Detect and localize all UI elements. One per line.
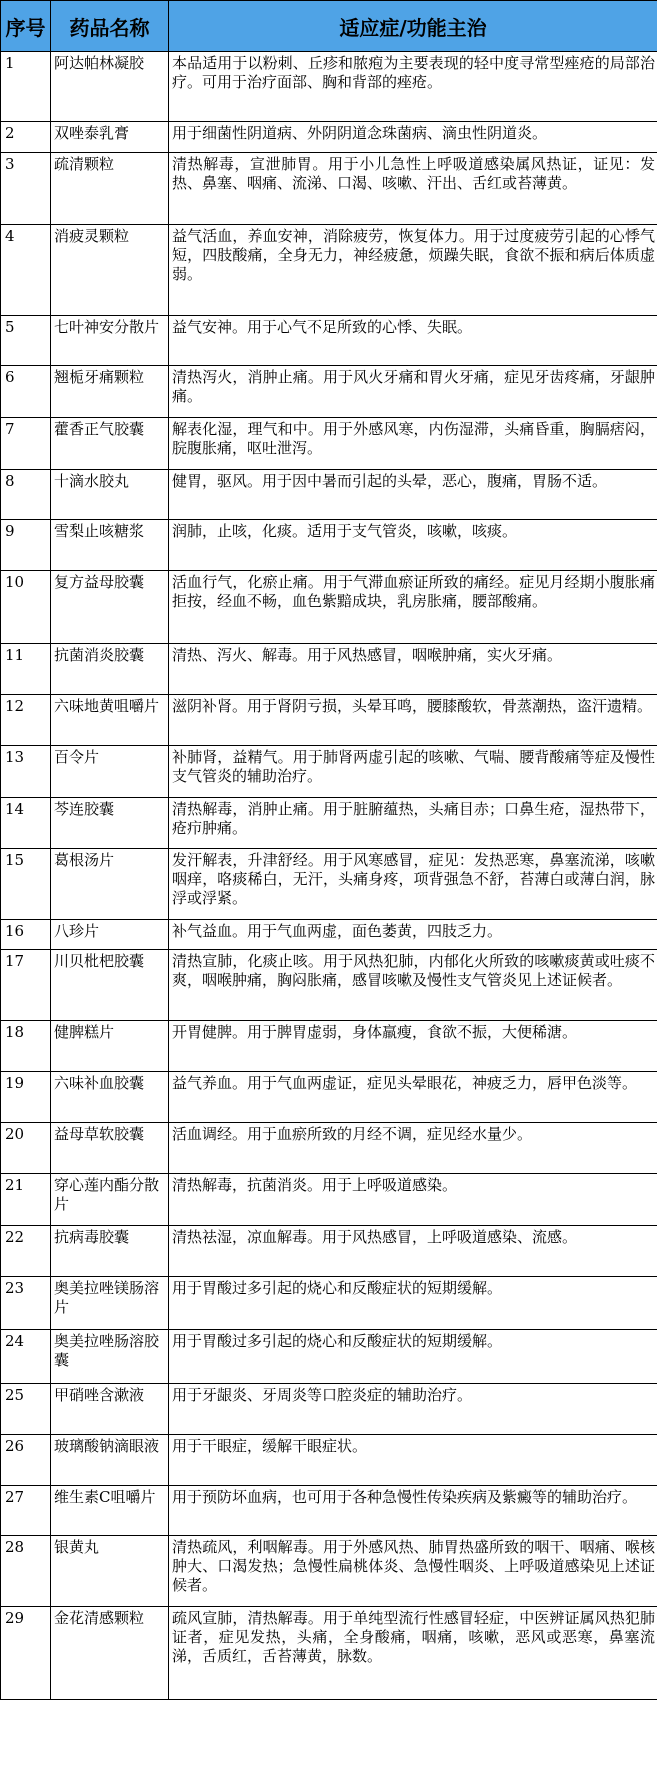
drug-indication: 用于预防坏血病，也可用于各种急慢性传染疾病及紫癜等的辅助治疗。 [169, 1486, 657, 1536]
table-row [1, 1486, 657, 1536]
drug-indication: 清热、泻火、解毒。用于风热感冒，咽喉肿痛，实火牙痛。 [169, 644, 657, 695]
table-row [1, 1072, 657, 1123]
row-number: 14 [1, 798, 51, 849]
row-number: 6 [1, 366, 51, 418]
row-number: 21 [1, 1174, 51, 1226]
table-row [1, 1330, 657, 1384]
drug-name: 翘栀牙痛颗粒 [51, 366, 169, 418]
row-number: 13 [1, 746, 51, 798]
row-number: 2 [1, 122, 51, 153]
table-row [1, 225, 657, 316]
drug-indication: 清热泻火，消肿止痛。用于风火牙痛和胃火牙痛，症见牙齿疼痛，牙龈肿痛。 [169, 366, 657, 418]
drug-indication: 本品适用于以粉刺、丘疹和脓疱为主要表现的轻中度寻常型痤疮的局部治疗。可用于治疗面部、胸和背部的痤疮。 [169, 52, 657, 122]
table-row [1, 920, 657, 950]
row-number: 26 [1, 1435, 51, 1486]
table-row [1, 1277, 657, 1330]
table-body [1, 52, 657, 1700]
drug-name: 金花清感颗粒 [51, 1607, 169, 1700]
row-number: 19 [1, 1072, 51, 1123]
table-row [1, 798, 657, 849]
table-row [1, 366, 657, 418]
drug-name: 奥美拉唑肠溶胶囊 [51, 1330, 169, 1384]
table-row [1, 418, 657, 470]
row-number: 17 [1, 950, 51, 1021]
drug-indication: 清热解毒，消肿止痛。用于脏腑蕴热，头痛目赤；口鼻生疮，湿热带下，疮疖肿痛。 [169, 798, 657, 849]
drug-indication: 清热疏风，利咽解毒。用于外感风热、肺胃热盛所致的咽干、咽痛、喉核肿大、口渴发热；急慢性扁桃体炎、急慢性咽炎、上呼吸道感染见上述证候者。 [169, 1536, 657, 1607]
drug-name: 阿达帕林凝胶 [51, 52, 169, 122]
table-row [1, 520, 657, 571]
row-number: 24 [1, 1330, 51, 1384]
table-row [1, 470, 657, 520]
row-number: 22 [1, 1226, 51, 1277]
header-indication: 适应症/功能主治 [169, 1, 657, 52]
row-number: 27 [1, 1486, 51, 1536]
table-row [1, 1226, 657, 1277]
drug-indication: 补肺肾，益精气。用于肺肾两虚引起的咳嗽、气喘、腰背酸痛等症及慢性支气管炎的辅助治疗。 [169, 746, 657, 798]
drug-name: 七叶神安分散片 [51, 316, 169, 366]
drug-indication: 用于干眼症，缓解干眼症状。 [169, 1435, 657, 1486]
drug-name: 消疲灵颗粒 [51, 225, 169, 316]
table-row [1, 1123, 657, 1174]
drug-name: 六味补血胶囊 [51, 1072, 169, 1123]
table-row [1, 746, 657, 798]
header-no: 序号 [1, 1, 51, 52]
drug-name: 玻璃酸钠滴眼液 [51, 1435, 169, 1486]
drug-name: 芩连胶囊 [51, 798, 169, 849]
row-number: 11 [1, 644, 51, 695]
row-number: 7 [1, 418, 51, 470]
drug-indication: 健胃，驱风。用于因中暑而引起的头晕，恶心，腹痛，胃肠不适。 [169, 470, 657, 520]
row-number: 25 [1, 1384, 51, 1435]
drug-indication: 用于细菌性阴道病、外阴阴道念珠菌病、滴虫性阴道炎。 [169, 122, 657, 153]
drug-name: 抗菌消炎胶囊 [51, 644, 169, 695]
drug-name: 抗病毒胶囊 [51, 1226, 169, 1277]
drug-indication: 清热解毒，宣泄肺胃。用于小儿急性上呼吸道感染属风热证，证见：发热、鼻塞、咽痛、流涕、口渴、咳嗽、汗出、舌红或苔薄黄。 [169, 153, 657, 225]
table-row [1, 316, 657, 366]
drug-indication: 发汗解表，升津舒经。用于风寒感冒，症见：发热恶寒，鼻塞流涕，咳嗽咽痒，咯痰稀白，无汗，头痛身疼，项背强急不舒，苔薄白或薄白润，脉浮或浮紧。 [169, 849, 657, 920]
row-number: 8 [1, 470, 51, 520]
drug-indication: 解表化湿，理气和中。用于外感风寒，内伤湿滞，头痛昏重，胸膈痞闷，脘腹胀痛，呕吐泄泻。 [169, 418, 657, 470]
drug-name: 银黄丸 [51, 1536, 169, 1607]
header-name: 药品名称 [51, 1, 169, 52]
drug-name: 六味地黄咀嚼片 [51, 695, 169, 746]
drug-indication: 用于胃酸过多引起的烧心和反酸症状的短期缓解。 [169, 1277, 657, 1330]
drug-indication: 益气养血。用于气血两虚证，症见头晕眼花，神疲乏力，唇甲色淡等。 [169, 1072, 657, 1123]
drug-name: 穿心莲内酯分散片 [51, 1174, 169, 1226]
table-row [1, 1607, 657, 1700]
table-row [1, 695, 657, 746]
drug-indication: 滋阴补肾。用于肾阴亏损，头晕耳鸣，腰膝酸软，骨蒸潮热，盗汗遗精。 [169, 695, 657, 746]
row-number: 3 [1, 153, 51, 225]
drug-name: 百令片 [51, 746, 169, 798]
row-number: 12 [1, 695, 51, 746]
drug-indication: 润肺，止咳，化痰。适用于支气管炎，咳嗽，咳痰。 [169, 520, 657, 571]
drug-name: 葛根汤片 [51, 849, 169, 920]
table-row [1, 950, 657, 1021]
drug-indication: 补气益血。用于气血两虚，面色萎黄，四肢乏力。 [169, 920, 657, 950]
row-number: 29 [1, 1607, 51, 1700]
drug-indication: 活血行气，化瘀止痛。用于气滞血瘀证所致的痛经。症见月经期小腹胀痛拒按，经血不畅，血色紫黯成块，乳房胀痛，腰部酸痛。 [169, 571, 657, 644]
row-number: 28 [1, 1536, 51, 1607]
drug-name: 维生素C咀嚼片 [51, 1486, 169, 1536]
drug-name: 藿香正气胶囊 [51, 418, 169, 470]
drug-name: 八珍片 [51, 920, 169, 950]
drug-name: 健脾糕片 [51, 1021, 169, 1072]
drug-name: 甲硝唑含漱液 [51, 1384, 169, 1435]
drug-indication: 清热解毒，抗菌消炎。用于上呼吸道感染。 [169, 1174, 657, 1226]
drug-name: 十滴水胶丸 [51, 470, 169, 520]
drug-name: 奥美拉唑镁肠溶片 [51, 1277, 169, 1330]
row-number: 1 [1, 52, 51, 122]
table-row [1, 1021, 657, 1072]
row-number: 23 [1, 1277, 51, 1330]
drug-indication: 清热宣肺，化痰止咳。用于风热犯肺，内郁化火所致的咳嗽痰黄或吐痰不爽，咽喉肿痛，胸闷胀痛，感冒咳嗽及慢性支气管炎见上述证候者。 [169, 950, 657, 1021]
drug-name: 疏清颗粒 [51, 153, 169, 225]
row-number: 9 [1, 520, 51, 571]
header-row [1, 1, 657, 52]
table-row [1, 1384, 657, 1435]
row-number: 16 [1, 920, 51, 950]
table-row [1, 52, 657, 122]
drug-indication: 疏风宣肺，清热解毒。用于单纯型流行性感冒轻症，中医辨证属风热犯肺证者，症见发热，头痛，全身酸痛，咽痛，咳嗽，恶风或恶寒，鼻塞流涕，舌质红，舌苔薄黄，脉数。 [169, 1607, 657, 1700]
drug-name: 川贝枇杷胶囊 [51, 950, 169, 1021]
row-number: 18 [1, 1021, 51, 1072]
drug-indication: 活血调经。用于血瘀所致的月经不调，症见经水量少。 [169, 1123, 657, 1174]
row-number: 20 [1, 1123, 51, 1174]
drug-indication: 益气安神。用于心气不足所致的心悸、失眠。 [169, 316, 657, 366]
table-row [1, 849, 657, 920]
drug-indication: 清热祛湿，凉血解毒。用于风热感冒，上呼吸道感染、流感。 [169, 1226, 657, 1277]
table-row [1, 571, 657, 644]
drug-indication: 益气活血，养血安神，消除疲劳，恢复体力。用于过度疲劳引起的心悸气短，四肢酸痛，全身无力，神经疲惫，烦躁失眠，食欲不振和病后体质虚弱。 [169, 225, 657, 316]
table-row [1, 122, 657, 153]
table-row [1, 153, 657, 225]
table-row [1, 644, 657, 695]
row-number: 4 [1, 225, 51, 316]
drug-indication: 用于胃酸过多引起的烧心和反酸症状的短期缓解。 [169, 1330, 657, 1384]
drug-name: 益母草软胶囊 [51, 1123, 169, 1174]
row-number: 5 [1, 316, 51, 366]
table-row [1, 1435, 657, 1486]
drug-name: 双唑泰乳膏 [51, 122, 169, 153]
row-number: 15 [1, 849, 51, 920]
table-row [1, 1174, 657, 1226]
drug-name: 雪梨止咳糖浆 [51, 520, 169, 571]
drug-name: 复方益母胶囊 [51, 571, 169, 644]
drug-indication: 用于牙龈炎、牙周炎等口腔炎症的辅助治疗。 [169, 1384, 657, 1435]
table-row [1, 1536, 657, 1607]
drug-indication: 开胃健脾。用于脾胃虚弱，身体羸瘦，食欲不振，大便稀溏。 [169, 1021, 657, 1072]
row-number: 10 [1, 571, 51, 644]
